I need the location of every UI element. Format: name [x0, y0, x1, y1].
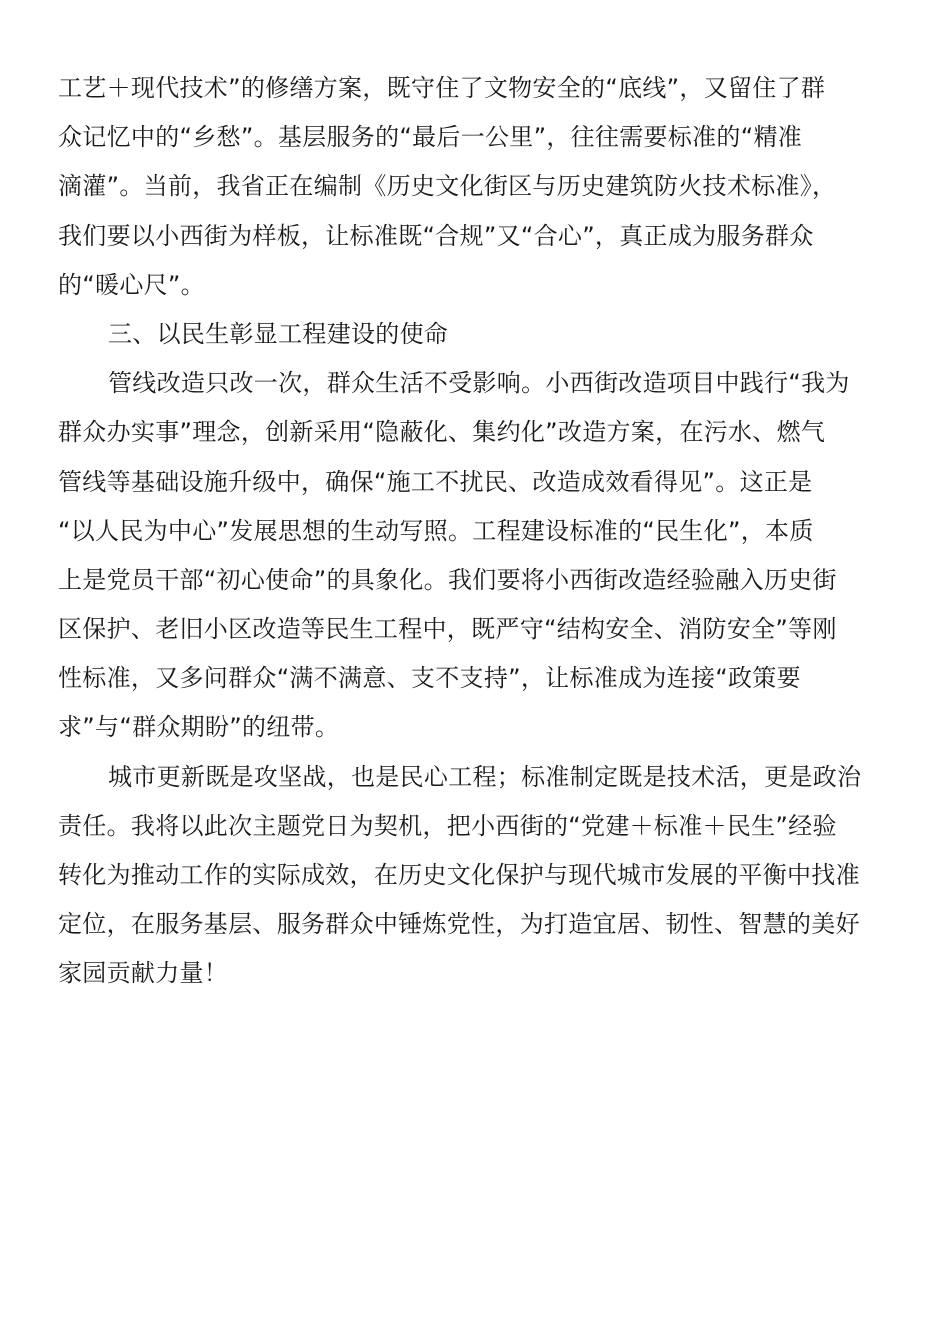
body-line: 家园贡献力量！	[58, 959, 229, 988]
body-line: 工艺＋现代技术”的修缮方案，既守住了文物安全的“底线”，又留住了群	[58, 74, 826, 102]
body-line: 区保护、老旧小区改造等民生工程中，既严守“结构安全、消防安全”等刚	[58, 615, 837, 644]
body-line: 我们要以小西街为样板，让标准既“合规”又“合心”，真正成为服务群众	[58, 221, 814, 250]
body-line: 定位，在服务基层、服务群众中锤炼党性，为打造宜居、韧性、智慧的美好	[58, 910, 860, 939]
body-line: “以人民为中心”发展思想的生动写照。工程建设标准的“民生化”，本质	[58, 516, 814, 545]
body-line: 管线改造只改一次，群众生活不受影响。小西街改造项目中践行“我为	[108, 369, 850, 398]
section-heading: 三、以民生彰显工程建设的使命	[108, 319, 449, 348]
body-line: 转化为推动工作的实际成效，在历史文化保护与现代城市发展的平衡中找准	[58, 861, 860, 889]
body-line: 滴灌”。当前，我省正在编制《历史文化街区与历史建筑防火技术标准》，	[58, 172, 837, 201]
body-line: 城市更新既是攻坚战，也是民心工程；标准制定既是技术活，更是政治	[108, 762, 862, 791]
body-line: 责任。我将以此次主题党日为契机，把小西街的“党建＋标准＋民生”经验	[58, 811, 837, 840]
body-line: 的“暖心尺”。	[58, 270, 205, 299]
body-line: 管线等基础设施升级中，确保“施工不扰民、改造成效看得见”。这正是	[58, 467, 813, 496]
body-line: 群众办实事”理念，创新采用“隐蔽化、集约化”改造方案，在污水、燃气	[58, 418, 826, 447]
body-line: 众记忆中的“乡愁”。基层服务的“最后一公里”，往往需要标准的“精准	[58, 123, 803, 152]
body-line: 求”与“群众期盼”的纽带。	[58, 713, 340, 742]
body-line: 上是党员干部“初心使命”的具象化。我们要将小西街改造经验融入历史街	[58, 565, 837, 594]
document-page	[58, 64, 878, 999]
body-line: 性标准，又多问群众“满不满意、支不支持”，让标准成为连接“政策要	[58, 664, 801, 693]
